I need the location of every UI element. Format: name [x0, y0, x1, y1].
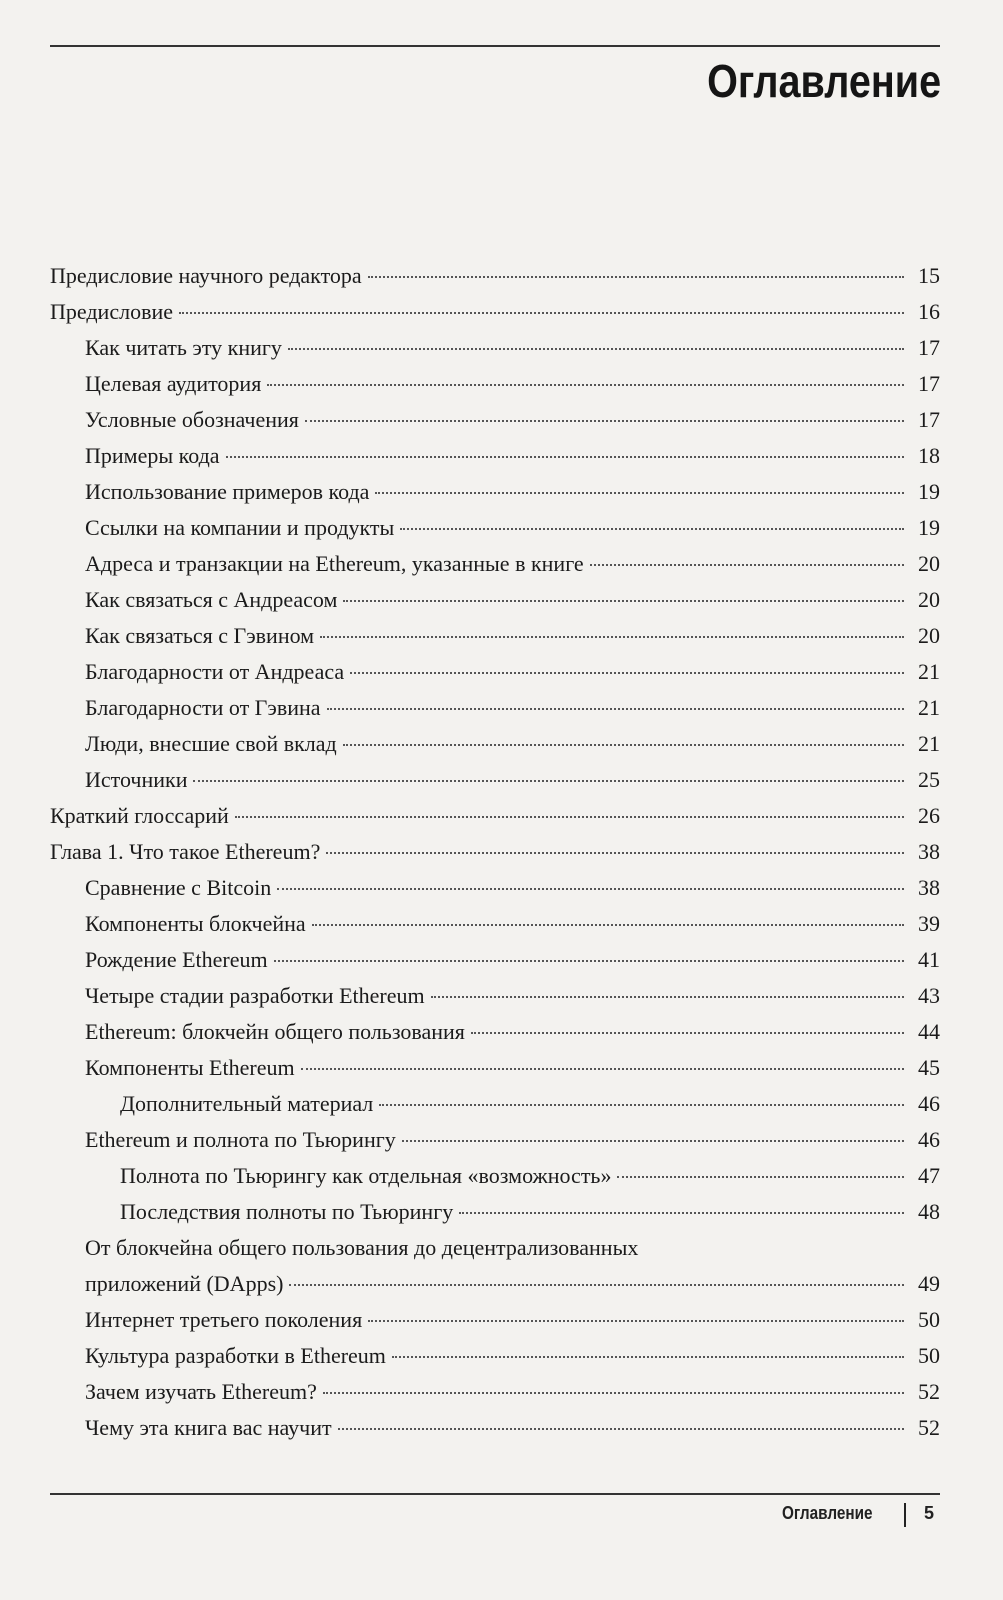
dot-leader	[402, 1140, 904, 1142]
toc-entry-title: Благодарности от Гэвина	[85, 695, 321, 720]
toc-entry-title: Зачем изучать Ethereum?	[85, 1379, 317, 1404]
toc-entry-page: 16	[918, 299, 940, 324]
toc-entry[interactable]	[50, 1014, 940, 1050]
dot-leader	[277, 888, 904, 890]
toc-entry[interactable]	[50, 1086, 940, 1122]
toc-entry-page: 47	[918, 1163, 940, 1188]
dot-leader	[312, 924, 904, 926]
table-of-contents	[50, 258, 940, 1446]
dot-leader	[368, 276, 904, 278]
dot-leader	[267, 384, 904, 386]
dot-leader	[289, 1284, 904, 1286]
toc-entry-page: 21	[918, 659, 940, 684]
page-number: 5	[924, 1503, 935, 1523]
toc-entry-page: 18	[918, 443, 940, 468]
toc-entry-page: 20	[918, 551, 940, 576]
toc-entry-title: Глава 1. Что такое Ethereum?	[50, 839, 321, 864]
toc-entry[interactable]	[50, 1194, 940, 1230]
toc-entry[interactable]	[50, 654, 940, 690]
dot-leader	[590, 564, 904, 566]
toc-entry-title: Культура разработки в Ethereum	[85, 1343, 386, 1368]
toc-entry[interactable]	[50, 1158, 940, 1194]
toc-entry-title: Примеры кода	[85, 443, 220, 468]
toc-entry-title: Рождение Ethereum	[85, 947, 268, 972]
toc-entry[interactable]	[50, 546, 940, 582]
dot-leader	[392, 1356, 904, 1358]
toc-entry-page: 46	[918, 1091, 940, 1116]
dot-leader	[305, 420, 904, 422]
toc-entry-page: 39	[918, 911, 940, 936]
dot-leader	[350, 672, 904, 674]
toc-entry-page: 21	[918, 695, 940, 720]
toc-entry-title: Краткий глоссарий	[50, 803, 229, 828]
toc-entry-page: 50	[918, 1307, 940, 1332]
toc-entry-title: Чему эта книга вас научит	[85, 1415, 332, 1440]
toc-entry-title: Как связаться с Гэвином	[85, 623, 315, 648]
toc-entry-page: 38	[918, 875, 940, 900]
toc-entry[interactable]	[50, 1374, 940, 1410]
bottom-rule	[50, 1493, 940, 1495]
toc-entry-page: 38	[918, 839, 940, 864]
toc-entry[interactable]	[50, 1338, 940, 1374]
toc-entry-title: Последствия полноты по Тьюрингу	[120, 1199, 454, 1224]
toc-entry[interactable]	[50, 582, 940, 618]
toc-entry-page: 19	[918, 479, 940, 504]
toc-entry-title: Целевая аудитория	[85, 371, 262, 396]
toc-entry[interactable]	[50, 690, 940, 726]
dot-leader	[379, 1104, 904, 1106]
toc-entry-page: 52	[918, 1379, 940, 1404]
toc-entry-page: 41	[918, 947, 940, 972]
dot-leader	[375, 492, 904, 494]
dot-leader	[179, 312, 904, 314]
toc-entry-page: 20	[918, 587, 940, 612]
toc-entry-page: 19	[918, 515, 940, 540]
toc-entry-title: Компоненты Ethereum	[85, 1055, 295, 1080]
toc-entry-page: 17	[918, 407, 940, 432]
page-title: Оглавление	[706, 55, 941, 107]
toc-entry[interactable]	[50, 258, 940, 294]
toc-entry[interactable]	[50, 1410, 940, 1446]
dot-leader	[343, 744, 904, 746]
toc-entry[interactable]	[50, 726, 940, 762]
toc-entry[interactable]	[50, 438, 940, 474]
toc-entry-page: 25	[918, 767, 940, 792]
toc-entry-title: Адреса и транзакции на Ethereum, указанные в книге	[85, 551, 584, 576]
toc-entry-title: Источники	[85, 767, 188, 792]
toc-entry-page: 43	[918, 983, 940, 1008]
toc-entry-title: Как связаться с Андреасом	[85, 587, 338, 612]
toc-entry-title: Компоненты блокчейна	[85, 911, 306, 936]
toc-entry-title: Условные обозначения	[85, 407, 299, 432]
toc-entry-page: 15	[918, 263, 940, 288]
toc-entry[interactable]	[50, 1266, 940, 1302]
toc-entry-title: Использование примеров кода	[85, 479, 370, 504]
dot-leader	[368, 1320, 904, 1322]
toc-entry-page: 26	[918, 803, 940, 828]
dot-leader	[235, 816, 904, 818]
toc-entry-page: 21	[918, 731, 940, 756]
toc-entry[interactable]	[50, 834, 940, 870]
toc-entry-title: Полнота по Тьюрингу как отдельная «возможность»	[120, 1163, 612, 1188]
dot-leader	[343, 600, 904, 602]
dot-leader	[617, 1176, 904, 1178]
toc-entry[interactable]	[50, 1302, 940, 1338]
dot-leader	[323, 1392, 904, 1394]
toc-entry[interactable]	[50, 942, 940, 978]
toc-entry-page: 44	[918, 1019, 940, 1044]
dot-leader	[301, 1068, 904, 1070]
toc-entry-title: Как читать эту книгу	[85, 335, 282, 360]
toc-entry-title: приложений (DApps)	[85, 1271, 284, 1296]
running-footer-title: Оглавление	[782, 1503, 873, 1523]
toc-entry[interactable]	[50, 798, 940, 834]
toc-entry-page: 20	[918, 623, 940, 648]
toc-entry-page: 48	[918, 1199, 940, 1224]
dot-leader	[193, 780, 904, 782]
toc-entry[interactable]	[50, 330, 940, 366]
dot-leader	[459, 1212, 904, 1214]
toc-entry-page: 45	[918, 1055, 940, 1080]
toc-entry-title: Предисловие научного редактора	[50, 263, 362, 288]
toc-entry-page: 52	[918, 1415, 940, 1440]
toc-entry[interactable]	[50, 1230, 940, 1266]
dot-leader	[327, 708, 904, 710]
dot-leader	[288, 348, 904, 350]
toc-entry-title: Ethereum: блокчейн общего пользования	[85, 1019, 465, 1044]
toc-entry[interactable]	[50, 978, 940, 1014]
toc-entry-page: 17	[918, 335, 940, 360]
toc-entry-title: Дополнительный материал	[120, 1091, 374, 1116]
dot-leader	[326, 852, 904, 854]
toc-entry-title: Предисловие	[50, 299, 173, 324]
toc-entry-title: От блокчейна общего пользования до децентрализованных	[85, 1235, 639, 1260]
toc-entry[interactable]	[50, 402, 940, 438]
toc-entry-page: 50	[918, 1343, 940, 1368]
dot-leader	[400, 528, 904, 530]
dot-leader	[226, 456, 904, 458]
toc-entry-title: Люди, внесшие свой вклад	[85, 731, 337, 756]
top-rule	[50, 45, 940, 47]
toc-entry-title: Ethereum и полнота по Тьюрингу	[85, 1127, 396, 1152]
toc-entry[interactable]	[50, 1050, 940, 1086]
dot-leader	[274, 960, 904, 962]
toc-entry[interactable]	[50, 366, 940, 402]
toc-entry-page: 46	[918, 1127, 940, 1152]
toc-entry[interactable]	[50, 474, 940, 510]
toc-entry-title: Ссылки на компании и продукты	[85, 515, 395, 540]
dot-leader	[431, 996, 904, 998]
toc-entry-page: 49	[918, 1271, 940, 1296]
dot-leader	[471, 1032, 904, 1034]
toc-entry[interactable]	[50, 1122, 940, 1158]
toc-entry[interactable]	[50, 510, 940, 546]
toc-entry[interactable]	[50, 762, 940, 798]
dot-leader	[320, 636, 904, 638]
toc-entry[interactable]	[50, 906, 940, 942]
toc-entry[interactable]	[50, 870, 940, 906]
toc-entry[interactable]	[50, 294, 940, 330]
toc-entry-title: Интернет третьего поколения	[85, 1307, 363, 1332]
toc-entry-page: 17	[918, 371, 940, 396]
toc-entry[interactable]	[50, 618, 940, 654]
toc-entry-title: Четыре стадии разработки Ethereum	[85, 983, 425, 1008]
footer-separator	[904, 1503, 906, 1527]
toc-entry-title: Благодарности от Андреаса	[85, 659, 345, 684]
dot-leader	[338, 1428, 904, 1430]
toc-entry-title: Сравнение с Bitcoin	[85, 875, 272, 900]
